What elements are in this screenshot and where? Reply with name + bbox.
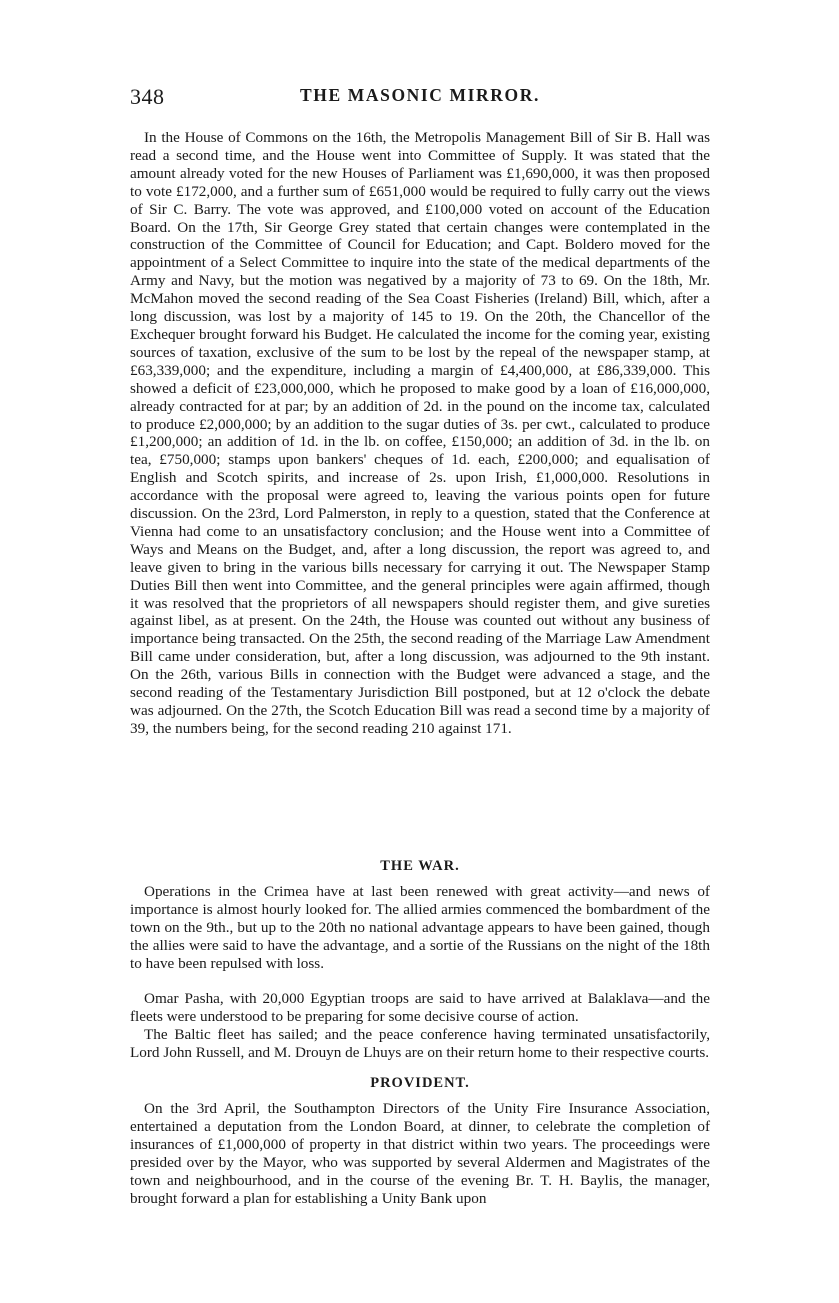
war-heading: THE WAR. xyxy=(380,858,460,874)
running-title: THE MASONIC MIRROR. xyxy=(300,85,540,105)
parliament-paragraph: In the House of Commons on the 16th, the Metropolis Management Bill of Sir B. Hall was read a second time, and the House went into Committee of Supply. It was stated that the amount already voted for the new Houses of Parliament was £1,690,000, it was then proposed to vote £172,000, and a further sum of £651,000 would be required to fully carry out the views of Sir C. Barry. The vote was approved, and £100,000 voted on account of the Education Board. On the 17th, Sir George Grey stated that certain changes were contemplated in the construction of the Committee of Council for Education; and Capt. Boldero moved for the appointment of a Select Committee to inquire into the state of the medical departments of the Army and Navy, but the motion was negatived by a majority of 73 to 69. On the 18th, Mr. McMahon moved the second reading of the Sea Coast Fisheries (Ireland) Bill, which, after a long discussion, was lost by a majority of 145 to 19. On the 20th, the Chancellor of the Exchequer brought forward his Budget. He calculated the income for the coming year, existing sources of taxation, exclusive of the sum to be lost by the repeal of the newspaper stamp, at £63,339,000; and the expenditure, including a margin of £4,400,000, at £86,339,000. This showed a deficit of £23,000,000, which he proposed to make good by a loan of £16,000,000, already contracted for at par; by an addition of 2d. in the pound on the income tax, calculated to produce £2,000,000; by an addition to the sugar duties of 3s. per cwt., calculated to produce £1,200,000; an addition of 1d. in the lb. on coffee, £150,000; an addition of 3d. in the lb. on tea, £750,000; stamps upon bankers' cheques of 1d. each, £200,000; and equalisation of English and Scotch spirits, and increase of 2s. upon Irish, £1,000,000. Resolutions in accordance with the proposal were agreed to, leaving the various points open for future discussion. On the 23rd, Lord Palmerston, in reply to a question, stated that the Conference at Vienna had come to an unsatisfactory conclusion; and the House went into a Committee of Ways and Means on the Budget, and, after a long discussion, the report was agreed to, and leave given to bring in the various bills necessary for carrying it out. The Newspaper Stamp Duties Bill then went into Committee, and the general principles were again affirmed, though it was resolved that the proprietors of all newspapers should register them, and give sureties against libel, as at present. On the 24th, the House was counted out without any business of importance being transacted. On the 25th, the second reading of the Marriage Law Amendment Bill came under consideration, but, after a long discussion, was adjourned to the 9th instant. On the 26th, various Bills in connection with the Budget were advanced a stage, and the second reading of the Testamentary Jurisdiction Bill postponed, but at 12 o'clock the debate was adjourned. On the 27th, the Scotch Education Bill was read a second time by a majority of 39, the numbers being, for the second reading 210 against 171. xyxy=(130,129,710,737)
war-paragraph-2: Omar Pasha, with 20,000 Egyptian troops are said to have arrived at Balaklava—and the fleets were understood to be preparing for some decisive course of action. xyxy=(130,990,710,1025)
war-paragraph-3: The Baltic fleet has sailed; and the peace conference having terminated unsatisfactorily, Lord John Russell, and M. Drouyn de Lhuys are on their return home to their respective courts. xyxy=(130,1026,710,1061)
war-paragraph-1: Operations in the Crimea have at last been renewed with great activity—and news of importance is almost hourly looked for. The allied armies commenced the bombardment of the town on the 9th., but up to the 20th no national advantage appears to have been gained, though the allies were said to have the advantage, and a sortie of the Russians on the night of the 18th to have been repulsed with loss. xyxy=(130,883,710,972)
provident-heading: PROVIDENT. xyxy=(370,1075,470,1091)
provident-paragraph: On the 3rd April, the Southampton Directors of the Unity Fire Insurance Association, entertained a deputation from the London Board, at dinner, to celebrate the completion of insurances of £1,000,000 of property in that district within two years. The proceedings were presided over by the Mayor, who was supported by several Aldermen and Magistrates of the town and neighbourhood, and in the course of the evening Br. T. H. Baylis, the manager, brought forward a plan for establishing a Unity Bank upon xyxy=(130,1100,710,1207)
page-number: 348 xyxy=(130,84,165,109)
page-header xyxy=(130,84,710,112)
